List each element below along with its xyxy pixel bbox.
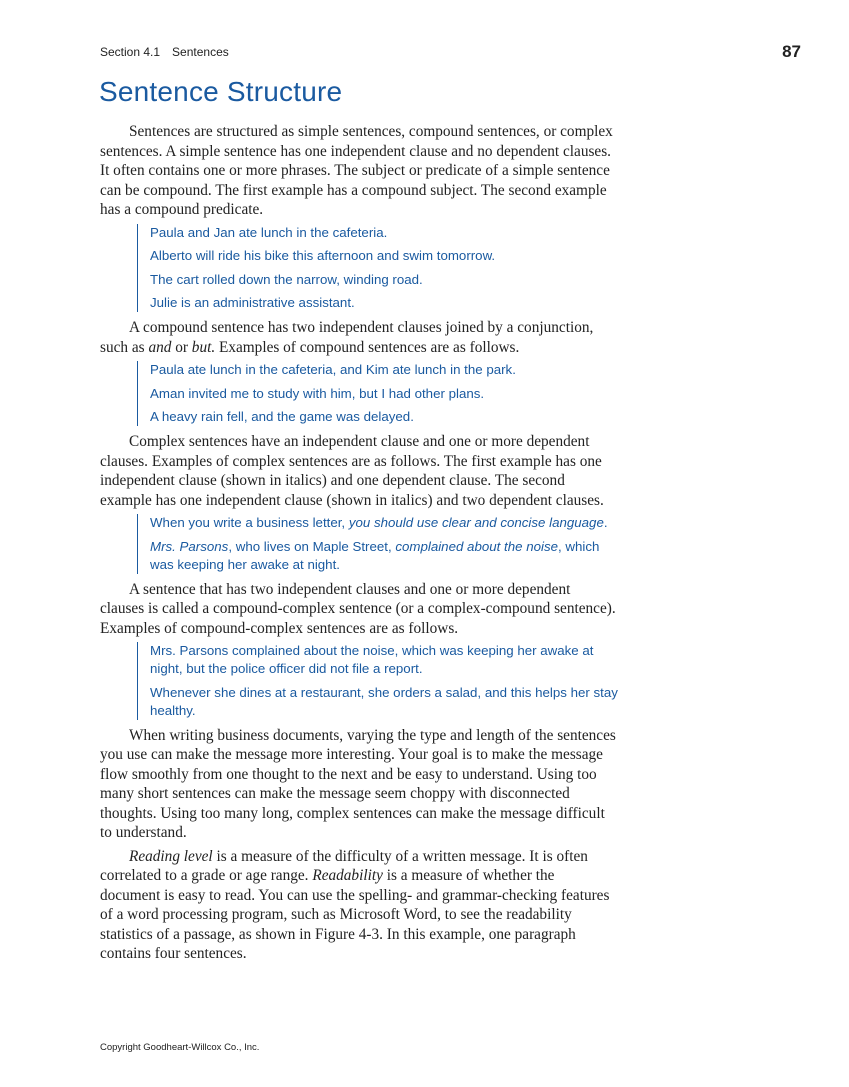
example-sentence <box>150 294 618 312</box>
example-list <box>137 642 618 720</box>
text-run: When you write a business letter, <box>150 515 349 530</box>
example-list <box>137 514 618 574</box>
italic-text: you should use clear and concise language <box>348 515 604 530</box>
text-run: or <box>171 338 192 356</box>
italic-text: Readability <box>312 867 383 884</box>
page-title: Sentence Structure <box>99 76 343 107</box>
text-run: A heavy rain fell, and the game was delayed. <box>150 409 414 424</box>
body-paragraph <box>100 580 618 639</box>
example-sentence <box>150 408 618 426</box>
example-sentence <box>150 642 618 678</box>
example-sentence <box>150 361 618 379</box>
text-run: Whenever she dines at a restaurant, she orders a salad, and this helps her stay healthy. <box>150 684 618 718</box>
text-run: Sentences are structured as simple sentences, compound sentences, or complex sentences. A simple sentence has one independent clause and no dependent clauses. It often contains one or more phrases. The subject or predicate of a simple sentence can be compound. The first example has a compound subject. The second example has a compound predicate. <box>100 123 613 218</box>
section-title: Sentences <box>172 45 229 59</box>
text-run: When writing business documents, varying the type and length of the sentences you use can make the message more interesting. Your goal is to make the message flow smoothly from one thought to the next and be easy to understand. Using too many short sentences can make the message seem choppy with disconnected thoughts. Using too many long, complex sentences can make the message difficult to understand. <box>100 726 616 841</box>
body-paragraph <box>100 122 618 220</box>
text-run: is a measure of whether the document is easy to read. You can use the spelling- and grammar-checking features of a word processing program, such as Microsoft Word, to see the readability statistics of a passage, as shown in Figure 4-3. In this example, one paragraph contains four sentences. <box>100 867 610 962</box>
text-run: Complex sentences have an independent clause and one or more dependent clauses. Examples of complex sentences are as follows. The first example has one independent clause (shown in italics) and one dependent clause. The second example has one independent clause (shown in italics) and two dependent clauses. <box>100 433 604 509</box>
example-sentence <box>150 684 618 720</box>
example-sentence <box>150 224 618 242</box>
body-paragraph <box>100 432 618 510</box>
text-run: , which was keeping her awake at night. <box>150 538 600 572</box>
text-run: A sentence that has two independent clauses and one or more dependent clauses is called a compound-complex sentence (or a complex-compound sentence). Examples of compound-complex sentences are as follows. <box>100 580 616 637</box>
text-run: is a measure of the difficulty of a written message. It is often correlated to a grade or age range. <box>100 847 588 884</box>
italic-text: complained about the noise <box>395 538 558 554</box>
example-sentence <box>150 538 618 574</box>
text-run: Examples of compound sentences are as follows. <box>215 338 520 356</box>
body-paragraph <box>100 847 618 964</box>
example-sentence <box>150 271 618 289</box>
running-head <box>100 45 229 59</box>
text-run: Alberto will ride his bike this afternoon and swim tomorrow. <box>150 248 496 263</box>
body-paragraph <box>100 726 618 843</box>
copyright-footer: Copyright Goodheart-Willcox Co., Inc. <box>100 1042 260 1053</box>
text-run: Aman invited me to study with him, but I had other plans. <box>150 385 485 401</box>
text-run: Mrs. Parsons complained about the noise, which was keeping her awake at night, but the police officer did not file a report. <box>150 643 594 676</box>
text-run: Paula and Jan ate lunch in the cafeteria. <box>150 224 388 240</box>
text-run: The cart rolled down the narrow, winding road. <box>150 271 423 287</box>
text-run: Julie is an administrative assistant. <box>150 295 355 310</box>
body-content <box>100 122 618 968</box>
text-run: Paula ate lunch in the cafeteria, and Kim ate lunch in the park. <box>150 362 516 377</box>
example-list <box>137 361 618 426</box>
section-number: Section 4.1 <box>100 45 161 59</box>
italic-text: but. <box>191 338 216 356</box>
text-run: A compound sentence has two independent clauses joined by a conjunction, such as <box>100 319 594 356</box>
example-sentence <box>150 514 618 532</box>
example-sentence <box>150 385 618 403</box>
text-run: . <box>603 515 608 530</box>
italic-text: Reading level <box>129 847 213 865</box>
text-run: , who lives on Maple Street, <box>228 538 396 554</box>
example-list <box>137 224 618 313</box>
italic-text: Mrs. Parsons <box>150 538 229 554</box>
page-number: 87 <box>782 42 801 61</box>
body-paragraph <box>100 318 618 357</box>
italic-text: and <box>148 338 172 356</box>
example-sentence <box>150 247 618 265</box>
